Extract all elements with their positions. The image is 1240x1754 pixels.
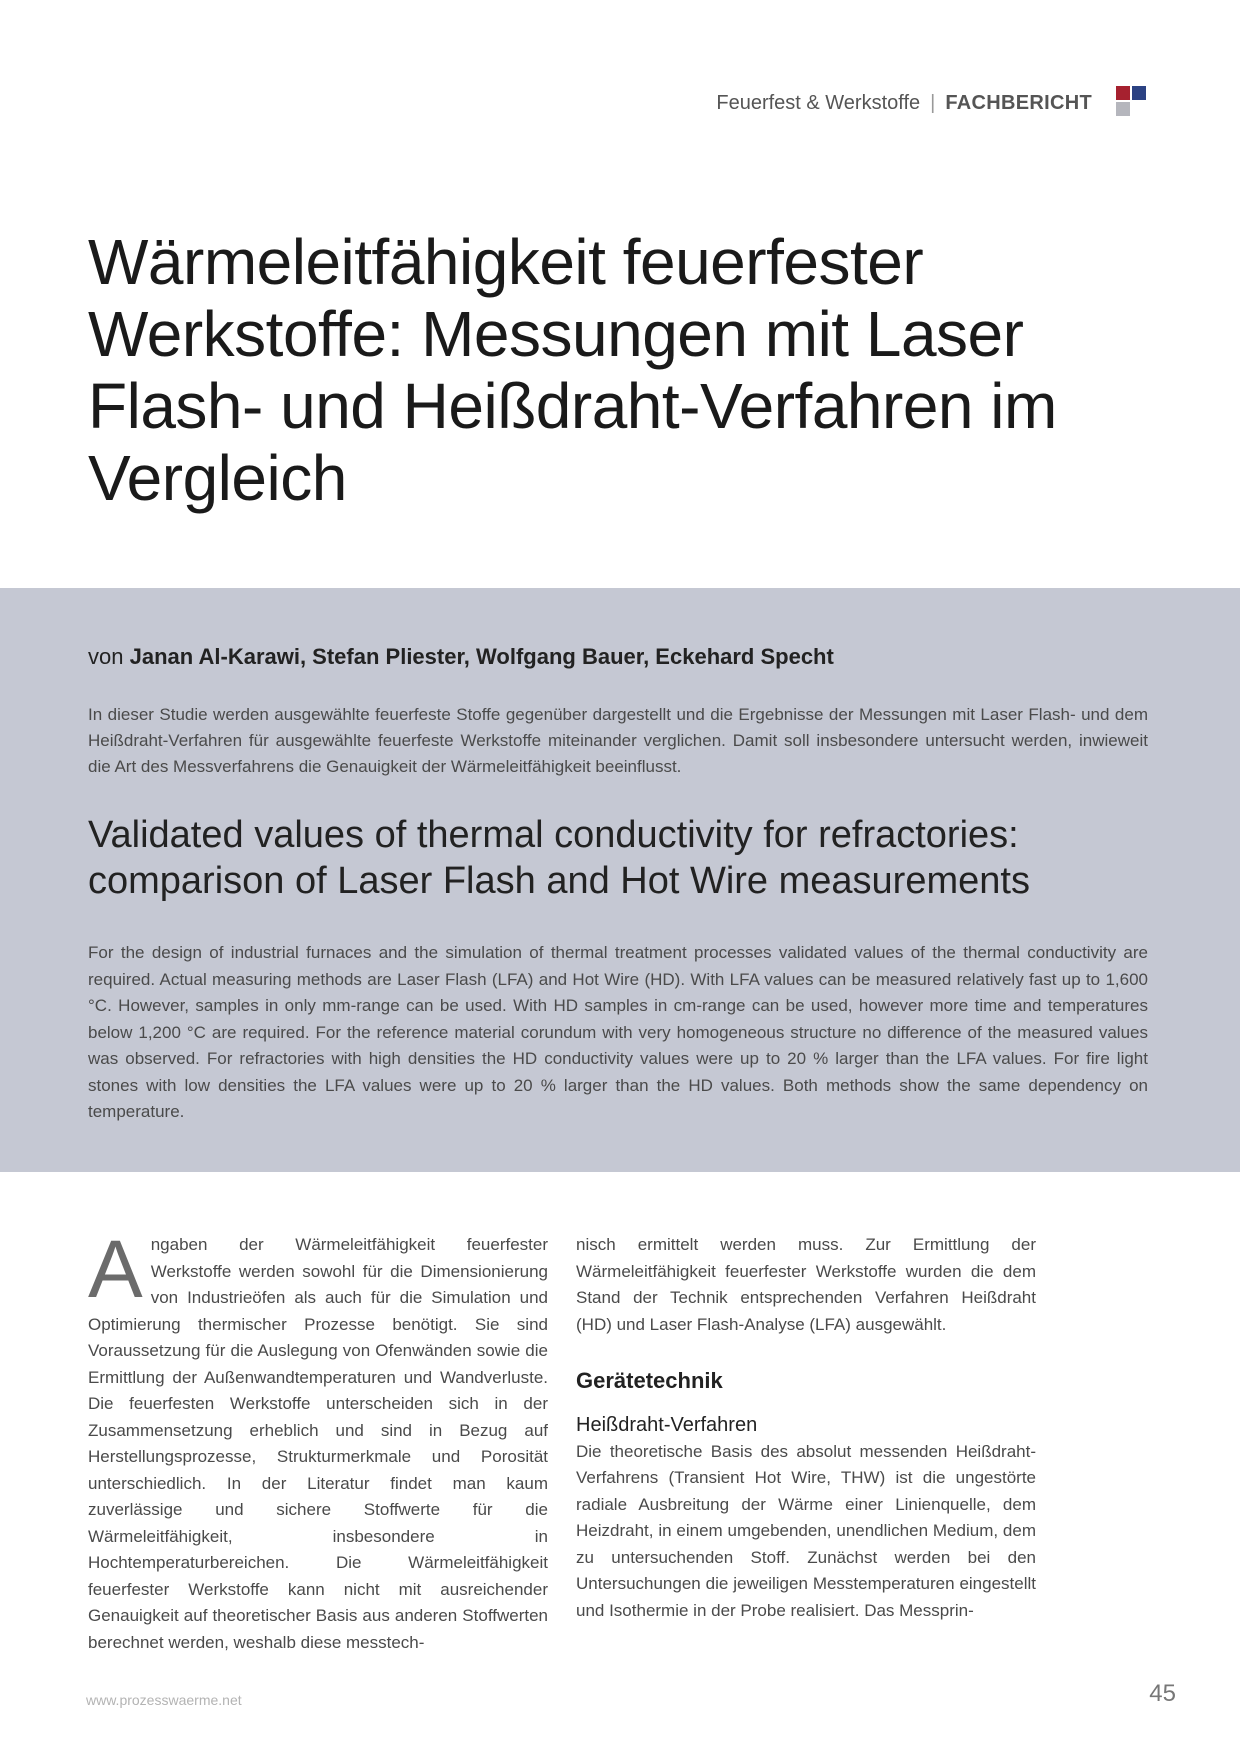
author-names: Janan Al-Karawi, Stefan Pliester, Wolfgang Bauer, Eckehard Specht [129, 644, 834, 669]
subsection-paragraph: Die theoretische Basis des absolut messenden Heißdraht-Verfahrens (Transient Hot Wire, THW) ist die ungestörte radiale Ausbreitung der Wärme einer Linienquelle, dem Heizdraht, in einem umgebenden, unendlichen Medium, dem zu untersuchenden Stoff. Zunächst werden bei den Untersuchungen die jeweiligen Messtemperaturen eingestellt und Isothermie in der Probe realisiert. Das Messprin- [576, 1441, 1036, 1620]
intro-paragraph [88, 1224, 548, 1656]
continuation-paragraph: nisch ermittelt werden muss. Zur Ermittlung der Wärmeleitfähigkeit feuerfester Werkstoffe wurden die dem Stand der Technik entsprechenden Verfahren Heißdraht (HD) und Laser Flash-Analyse (LFA) ausgewählt. [576, 1235, 1036, 1334]
header-category: FACHBERICHT [945, 91, 1092, 114]
body-column-left [88, 1224, 548, 1656]
running-header [716, 86, 1150, 120]
author-line [88, 644, 834, 670]
logo-grey-square-icon [1116, 102, 1130, 116]
section-heading: Gerätetechnik [576, 1368, 723, 1393]
page-number: 45 [1149, 1680, 1176, 1707]
header-separator: | [930, 91, 936, 114]
body-column-right [576, 1232, 1036, 1624]
header-section: Feuerfest & Werkstoffe [716, 91, 921, 114]
abstract-german: In dieser Studie werden ausgewählte feuerfeste Stoffe gegenüber dargestellt und die Ergebnisse der Messungen mit Laser Flash- und dem Heißdraht-Verfahren für ausgewählte feuerfeste Werkstoffe miteinander verglichen. Damit soll insbesondere untersucht werden, inwieweit die Art des Messverfahrens die Genauigkeit der Wärmeleitfähigkeit beeinflusst. [88, 705, 1148, 776]
subsection-heading: Heißdraht-Verfahren [576, 1413, 758, 1436]
drop-cap: A [88, 1224, 143, 1315]
intro-text: ngaben der Wärmeleitfähigkeit feuerfester Werkstoffe werden sowohl für die Dimensionierung von Industrieöfen als auch für die Simulation und Optimierung thermischer Prozesse benötigt. Sie sind Voraussetzung für die Auslegung von Ofenwänden sowie die Ermittlung der Außenwandtemperaturen und Wandverluste. Die feuerfesten Werkstoffe unterscheiden sich in der Zusammensetzung erheblich und sind in Bezug auf Herstellungsprozesse, Strukturmerkmale und Porosität unterschiedlich. In der Literatur findet man kaum zuverlässige und sichere Stoffwerte für die Wärmeleitfähigkeit, insbesondere in Hochtemperaturbereichen. Die Wärmeleitfähigkeit feuerfester Werkstoffe kann nicht mit ausreichender Genauigkeit auf theoretischer Basis aus anderen Stoffwerten berechnet werden, weshalb diese messtech- [88, 1235, 548, 1652]
publisher-squares-logo [1116, 86, 1150, 120]
abstract-english: For the design of industrial furnaces and the simulation of thermal treatment processes validated values of the thermal conductivity are required. Actual measuring methods are Laser Flash (LFA) and Hot Wire (HD). With LFA values can be measured relatively fast up to 1,600 °C. However, samples in only mm-range can be used. With HD samples in cm-range can be used, however more time and temperatures below 1,200 °C are required. For the reference material corundum with very homogeneous structure no difference of the measured values was observed. For refractories with high densities the HD conductivity values were up to 20 % larger than the LFA values. For fire light stones with low densities the LFA values were up to 20 % larger than the HD values. Both methods show the same dependency on temperature. [88, 943, 1148, 1121]
english-title: Validated values of thermal conductivity for refractories: comparison of Laser Flash and Hot Wire measurements [88, 814, 1030, 902]
logo-blue-square-icon [1132, 86, 1146, 100]
article-title: Wärmeleitfähigkeit feuerfester Werkstoffe: Messungen mit Laser Flash- und Heißdraht-Verfahren im Vergleich [88, 226, 1057, 514]
logo-red-square-icon [1116, 86, 1130, 100]
footer-url: www.prozesswaerme.net [86, 1692, 242, 1708]
author-prefix: von [88, 644, 124, 669]
